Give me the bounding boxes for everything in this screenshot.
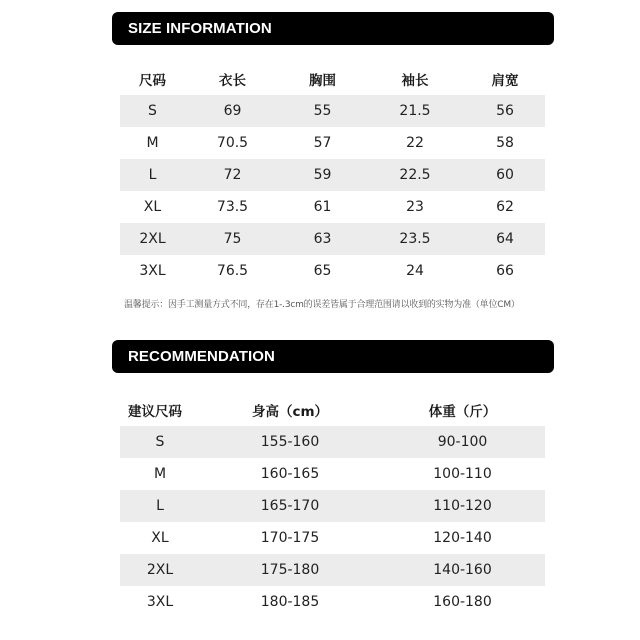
size-header-chest: 胸围 [309,73,336,89]
sleeve-cell: 22.5 [365,159,465,191]
table-row [120,458,545,490]
size-header-size: 尺码 [139,73,166,89]
rec-size-cell: XL [120,522,200,554]
size-cell: 2XL [120,223,185,255]
chest-cell: 65 [280,255,365,287]
size-table-header-row [120,63,545,95]
rec-header-height: 身高（cm） [251,404,329,420]
height-cell: 160-165 [200,458,380,490]
height-cell: 155-160 [200,426,380,458]
size-cell: 3XL [120,255,185,287]
weight-cell: 90-100 [380,426,545,458]
table-row [120,426,545,458]
rec-size-cell: 3XL [120,586,200,618]
height-cell: 170-175 [200,522,380,554]
shoulder-cell: 60 [465,159,545,191]
table-row [120,586,545,618]
chest-cell: 57 [280,127,365,159]
shoulder-cell: 62 [465,191,545,223]
chest-cell: 61 [280,191,365,223]
weight-cell: 120-140 [380,522,545,554]
weight-cell: 140-160 [380,554,545,586]
recommendation-header-row [120,394,545,426]
sleeve-cell: 23.5 [365,223,465,255]
length-cell: 73.5 [185,191,280,223]
size-table [120,63,545,287]
length-cell: 76.5 [185,255,280,287]
rec-size-cell: M [120,458,200,490]
size-cell: L [120,159,185,191]
table-row [120,554,545,586]
table-row [120,490,545,522]
height-cell: 165-170 [200,490,380,522]
table-row [120,159,545,191]
table-row [120,95,545,127]
recommendation-banner [112,340,554,373]
recommendation-table [120,394,545,618]
shoulder-cell: 64 [465,223,545,255]
table-row [120,191,545,223]
shoulder-cell: 56 [465,95,545,127]
length-cell: 72 [185,159,280,191]
height-cell: 175-180 [200,554,380,586]
sleeve-cell: 23 [365,191,465,223]
size-cell: M [120,127,185,159]
size-header-sleeve: 袖长 [401,73,429,89]
rec-size-cell: S [120,426,200,458]
length-cell: 75 [185,223,280,255]
size-cell: XL [120,191,185,223]
shoulder-cell: 58 [465,127,545,159]
shoulder-cell: 66 [465,255,545,287]
weight-cell: 160-180 [380,586,545,618]
weight-cell: 100-110 [380,458,545,490]
table-row [120,127,545,159]
height-cell: 180-185 [200,586,380,618]
measurement-note: 温馨提示：因手工测量方式不同，存在1-.3cm的误差皆属于合理范围请以收到的实物为准（单位CM） [124,300,520,310]
length-cell: 69 [185,95,280,127]
size-cell: S [120,95,185,127]
recommendation-title: RECOMMENDATION [128,348,275,365]
chest-cell: 59 [280,159,365,191]
chest-cell: 63 [280,223,365,255]
size-header-length: 衣长 [219,73,246,89]
table-row [120,255,545,287]
sleeve-cell: 21.5 [365,95,465,127]
sleeve-cell: 24 [365,255,465,287]
table-row [120,223,545,255]
weight-cell: 110-120 [380,490,545,522]
sleeve-cell: 22 [365,127,465,159]
length-cell: 70.5 [185,127,280,159]
rec-size-cell: L [120,490,200,522]
rec-header-size: 建议尺码 [128,404,182,420]
size-information-banner [112,12,554,45]
size-header-shoulder: 肩宽 [491,73,519,89]
chest-cell: 55 [280,95,365,127]
table-row [120,522,545,554]
rec-header-weight: 体重（斤） [428,404,497,420]
rec-size-cell: 2XL [120,554,200,586]
size-information-title: SIZE INFORMATION [128,20,272,37]
